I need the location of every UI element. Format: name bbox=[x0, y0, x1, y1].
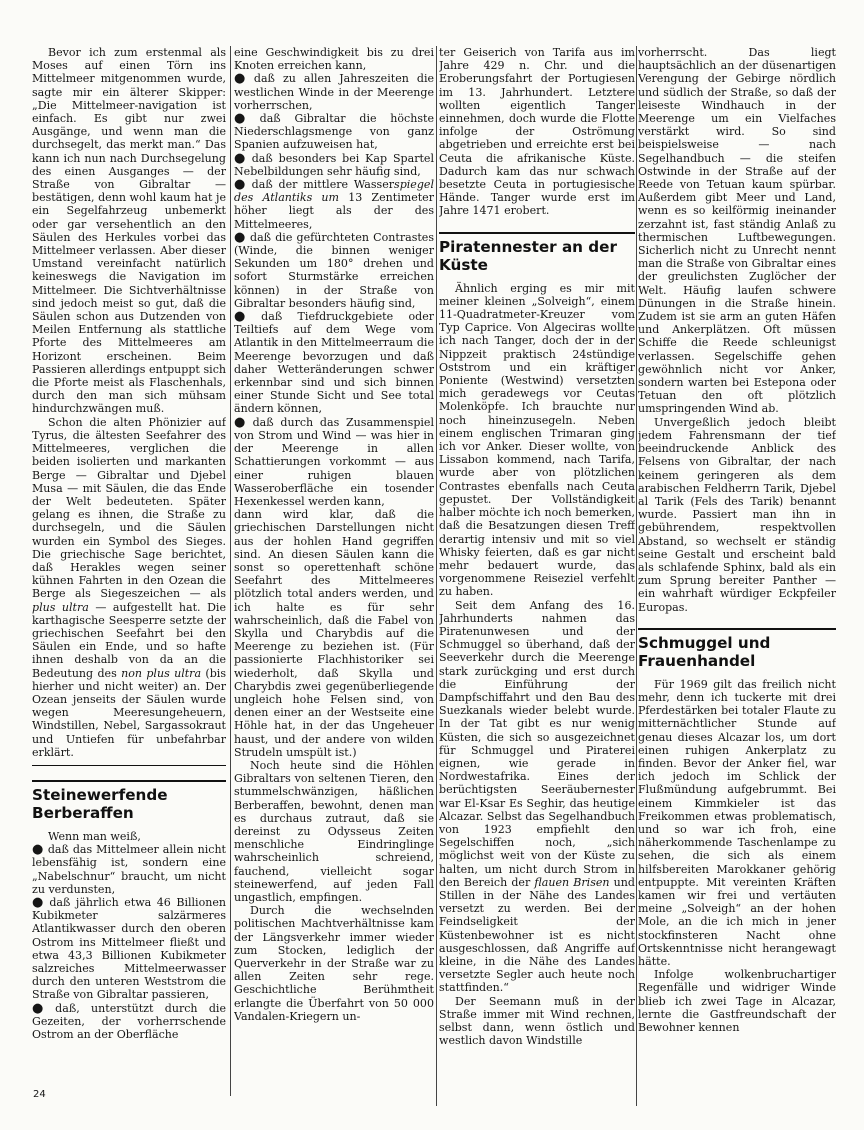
page-number: 24 bbox=[33, 1089, 46, 1100]
heading-rule bbox=[638, 628, 836, 630]
bullet-icon: ● bbox=[234, 71, 250, 87]
section-heading-block bbox=[32, 780, 226, 822]
paragraph: Durch die wechselnden politischen Machtverhältnisse kam der Längsverkehr immer wieder zum Stocken, lediglich der Querverkehr in der Straße war zu allen Zeiten sehr rege. Geschichtliche Berühmtheit erlangte die Überfahrt von 50 000 Vandalen-Kriegern un- bbox=[234, 904, 434, 1023]
paragraph: Der Seemann muß in der Straße immer mit Wind rechnen, selbst dann, wenn östlich und westlich davon Windstille bbox=[439, 994, 635, 1048]
bullet-icon: ● bbox=[32, 842, 44, 858]
column-2 bbox=[234, 46, 434, 1106]
bullet-item: ● daß durch das Zusammenspiel von Strom und Wind — was hier in der Meerenge in allen Schattierungen vorkommt — aus einer ruhigen blauen Wasseroberfläche ein tosender Hexenkessel werden kann, bbox=[234, 414, 434, 508]
paragraph: Infolge wolkenbruchartiger Regenfälle und widriger Winde blieb ich zwei Tage in Alcazar, lernte die Gastfreundschaft der Bewohner kennen bbox=[638, 968, 836, 1035]
paragraph: vorherrscht. Das liegt hauptsächlich an der düsenartigen Verengung der Gebirge nördlich und südlich der Straße, so daß der leiseste Windhauch in der Meerenge um ein Vielfaches verstärkt wird. So sind beispielsweise — nach Segelhandbuch — die steifen Ostwinde in der Straße auf der Reede von Tetuan kaum spürbar. Außerdem gibt Meer und Land, wenn es so keilförmig ineinander zerzahnt ist, fast ständig Anlaß zu thermischen Luftbewegungen. Sicherlich nicht zu Unrecht nennt man die Straße von Gibraltar eines der greulichsten Zuglöcher der Welt. Häufig laufen schwere Dünungen in die Straße hinein. Zudem ist sie arm an guten Häfen und Ankerplätzen. Oft müssen Schiffe die Reede schleunigst verlassen. Segelschiffe gehen gewöhnlich nicht vor Anker, sondern warten bei Estepona oder Tetuan den oft plötzlich umspringenden Wind ab. bbox=[638, 46, 836, 416]
bullet-icon: ● bbox=[32, 1000, 52, 1016]
bullet-icon: ● bbox=[234, 111, 256, 127]
column-divider bbox=[230, 46, 231, 1096]
paragraph: dann wird klar, daß die griechischen Darstellungen nicht aus der hohlen Hand gegriffen sind. An diesen Säulen kann die sonst so operettenhaft schöne Seefahrt des Mittelmeeres plötzlich total anders werden, und ich halte es für sehr wahrscheinlich, daß die Fabel von Skylla und Charybdis auf die Meerenge zu beziehen ist. (Für passionierte Flachhistoriker sei wiederholt, daß Skylla und Charybdis zwei gegenüberliegende ungleich hohe Felsen sind, von denen einer an der Westseite eine Höhle hat, in der das Ungeheuer haust, und der andere von wilden Strudeln umspült ist.) bbox=[234, 508, 434, 759]
paragraph: Schon die alten Phönizier auf Tyrus, die ältesten Seefahrer des Mittelmeeres, verglichen die beiden isolierten und markanten Berge — Gibraltar und Djebel Musa — mit Säulen, die das Ende der Welt bedeuteten. Später gelang es ihnen, die Straße zu durchsegeln, und die Säulen wurden ein Symbol des Sieges. Die griechische Sage berichtet, daß Herakles wegen seiner kühnen Fahrten in den Ozean die Berge als Siegeszeichen — als plus ultra — aufgestellt hat. Die karthagische Seesperre setzte der griechischen Seefahrt bei den Säulen ein Ende, und so hafte ihnen deshalb von da an die Bedeutung des non plus ultra (bis hierher und nicht weiter) an. Der Ozean jenseits der Säulen wurde wegen Meeresungeheuern, Windstillen, Nebel, Sargassokraut und Untiefen für unbefahrbar erklärt. bbox=[32, 415, 226, 759]
column-4 bbox=[638, 46, 836, 1106]
bullet-item: ● daß Gibraltar die höchste Niederschlagsmenge von ganz Spanien aufzuweisen hat, bbox=[234, 111, 434, 152]
bullet-item: ● daß jährlich etwa 46 Billionen Kubikmeter salzärmeres Atlantikwasser durch den oberen Ostrom ins Mittelmeer fließt und etwa 43,3 Billionen Kubikmeter salzreiches Mittelmeerwasser durch den unteren Weststrom die Straße von Gibraltar passieren, bbox=[32, 894, 226, 1002]
column-divider bbox=[436, 46, 437, 1106]
intro-paragraph: Bevor ich zum erstenmal als Moses auf einen Törn ins Mittelmeer mitgenommen wurde, sagte mir ein älterer Skipper: „Die Mittelmeer-navigation ist einfach. Es gibt nur zwei Ausgänge, und wenn man die durchsegelt, das merkt man.“ Das kann ich nun nach Durchsegelung des einen Ausganges — der Straße von Gibraltar — bestätigen, denn wohl kaum hat je ein Segelfahrzeug unbemerkt oder gar versehentlich an den Säulen des Herkules vorbei das Mittelmeer verlassen. Aber dieser Umstand vereinfacht natürlich keineswegs die Navigation im Mittelmeer. Die Sichtverhältnisse sind jedoch meist so gut, daß die Säulen schon aus Dutzenden von Meilen Entfernung als stattliche Pforte des Mittelmeeres am Horizont erscheinen. Beim Passieren allerdings entpuppt sich die Pforte meist als Flaschenhals, durch den man sich mühsam hindurchzwängen muß. bbox=[32, 46, 226, 416]
bullet-icon: ● bbox=[234, 150, 248, 166]
heading-rule bbox=[32, 780, 226, 782]
column-3 bbox=[439, 46, 635, 1106]
paragraph: eine Geschwindigkeit bis zu drei Knoten erreichen kann, bbox=[234, 46, 434, 73]
paragraph: Wenn man weiß, bbox=[48, 829, 141, 843]
column-1 bbox=[32, 46, 226, 1096]
paragraph: Noch heute sind die Höhlen Gibraltars von seltenen Tieren, den stummelschwänzigen, häßlichen Berberaffen, bewohnt, denen man es durchaus zutraut, daß sie dereinst zu Odysseus Zeiten menschliche Eindringlinge wahrscheinlich schreiend, fauchend, vielleicht sogar steinewerfend, auf jeden Fall ungastlich, empfingen. bbox=[234, 758, 434, 904]
bullet-item: ● daß, unterstützt durch die Gezeiten, der vorherrschende Ostrom an der Oberfläche bbox=[32, 1000, 226, 1042]
bullet-icon: ● bbox=[234, 229, 247, 245]
paragraph: Für 1969 gilt das freilich nicht mehr, denn ich tuckerte mit drei Pferdestärken bei totaler Flaute zu mitternächtlicher Stunde auf genau dieses Alcazar los, um dort einen ruhigen Ankerplatz zu finden. Bevor der Anker fiel, war ich jedoch im Schlick der Flußmündung aufgebrummt. Bei einem Kimmkieler ist das Freikommen etwas problematisch, und so war ich froh, eine näherkommende Taschenlampe zu sehen, die sich als einem hilfsbereiten Marokkaner gehörig entpuppte. Mit vereinten Kräften kamen wir frei und vertäuten meine „Solveigh“ an der hohen Mole, an die ich mich in jener stockfinsteren Nacht ohne Ortskenntnisse nicht herangewagt hätte. bbox=[638, 677, 836, 968]
bullet-item: ● daß der mittlere Wasserspiegel des Atlantiks um 13 Zentimeter höher liegt als der des Mittelmeeres, bbox=[234, 177, 434, 231]
section-end-rule bbox=[32, 765, 226, 766]
paragraph: ter Geiserich von Tarifa aus im Jahre 429 n. Chr. und die Eroberungsfahrt der Portugiesen im 13. Jahrhundert. Letztere wollten eigentlich Tanger einnehmen, doch wurde die Flotte infolge der Oströmung abgetrieben und erreichte erst bei Ceuta die afrikanische Küste. Dadurch kam das nur schwach besetzte Ceuta in portugiesische Hände. Tanger wurde erst im Jahre 1471 erobert. bbox=[439, 46, 635, 218]
bullet-icon: ● bbox=[234, 309, 258, 325]
bullet-item: ● daß das Mittelmeer allein nicht lebensfähig ist, sondern eine „Nabelschnur“ braucht, um nicht zu verdunsten, bbox=[32, 842, 226, 896]
bullet-icon: ● bbox=[234, 177, 248, 193]
column-divider bbox=[636, 46, 637, 1106]
section-heading: Piratennester an der Küste bbox=[439, 237, 617, 274]
bullet-icon: ● bbox=[234, 414, 249, 430]
bullet-item: ● daß besonders bei Kap Spartel Nebelbildungen sehr häufig sind, bbox=[234, 150, 434, 178]
bullet-item: ● daß Tiefdruckgebiete oder Teiltiefs auf dem Wege vom Atlantik in den Mittelmeerraum die Meerenge bevorzugen und daß daher Wetteränderungen schwer erkennbar sind und sich binnen einer Stunde Sicht und See total ändern können, bbox=[234, 309, 434, 416]
section-heading-block bbox=[439, 232, 635, 274]
paragraph: Seit dem Anfang des 16. Jahrhunderts nahmen das Piratenunwesen und der Schmuggel so überhand, daß der Seeverkehr durch die Meerenge stark zurückging und erst durch die Einführung der Dampfschiffahrt und den Bau des Suezkanals wieder belebt wurde. In der Tat gibt es nur wenig Küsten, die sich so ausgezeichnet für Schmuggel und Piraterei eignen, wie gerade in Nordwestafrika. Eines der berüchtigsten Seeräubernester war El-Ksar Es Seghir, das heutige Alcazar. Selbst das Segelhandbuch von 1923 empfiehlt den Segelschiffen noch, „sich möglichst weit von der Küste zu halten, um nicht durch Strom in den Bereich der flauen Brisen und Stillen in der Nähe des Landes versetzt zu werden. Bei der Feindseligkeit der Küstenbewohner ist es nicht ausgeschlossen, daß Angriffe auf kleine, in die Nähe des Landes versetzte Segler auch heute noch stattfinden.“ bbox=[439, 598, 635, 995]
paragraph: Unvergeßlich jedoch bleibt jedem Fahrensmann der tief beeindruckende Anblick des Felsens von Gibraltar, der nach keinem geringeren als dem arabischen Feldherrn Tarik, Djebel al Tarik (Fels des Tarik) benannt wurde. Passiert man ihn in gebührendem, respektvollen Abstand, so wechselt er ständig seine Gestalt und erscheint bald als schlafende Sphinx, bald als ein zum Sprung bereiter Panther — ein wahrhaft würdiger Eckpfeiler Europas. bbox=[638, 415, 836, 614]
bullet-icon: ● bbox=[32, 894, 46, 910]
section-heading: Steinewerfende Berberaffen bbox=[32, 785, 168, 822]
section-heading: Schmuggel und Frauenhandel bbox=[638, 633, 771, 670]
bullet-item: ● daß zu allen Jahreszeiten die westlichen Winde in der Meerenge vorherrschen, bbox=[234, 71, 434, 112]
section-heading-block bbox=[638, 628, 836, 670]
paragraph: Ähnlich erging es mir mit meiner kleinen „Solveigh“, einem 11-Quadratmeter-Kreuzer vom Typ Caprice. Von Algeciras wollte ich nach Tanger, doch der in der Nippzeit praktisch 24stündige Oststrom und ein kräftiger Poniente (Westwind) versetzten mich geradewegs vor Ceutas Molenköpfe. Ich brauchte nur noch hineinzusegeln. Neben einem englischen Trimaran ging ich vor Anker. Dieser wollte, von Lissabon kommend, nach Tarifa, wurde aber von plötzlichen Contrastes ebenfalls nach Ceuta gepustet. Der Vollständigkeit halber möchte ich noch bemerken, daß die Besatzungen diesen Treff derartig intensiv und mit so viel Whisky feierten, daß es gar nicht mehr bedauert wurde, das vorgenommene Reiseziel verfehlt zu haben. bbox=[439, 281, 635, 599]
bullet-item: ● daß die gefürchteten Contrastes (Winde, die binnen weniger Sekunden um 180° drehen und sofort Sturmstärke erreichen können) in der Straße von Gibraltar besonders häufig sind, bbox=[234, 229, 434, 310]
heading-rule bbox=[439, 232, 635, 234]
